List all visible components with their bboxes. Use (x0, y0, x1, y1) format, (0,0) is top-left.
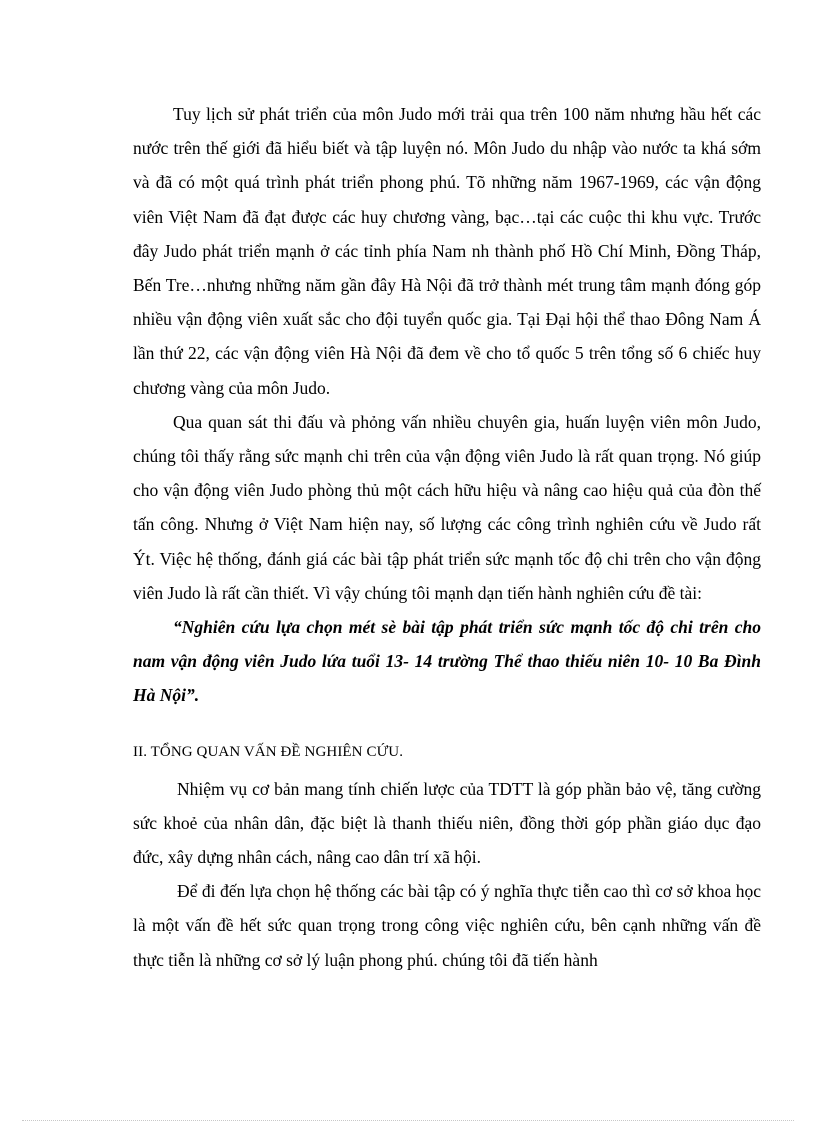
intro-paragraph: Tuy lịch sử phát triển của môn Judo mới trải qua trên 100 năm nhưng hầu hết các nước trên thế giới đã hiểu biết và tập luyện nó. Môn Judo du nhập vào nước ta khá sớm và đã có một quá trình phát triển phong phú. Tõ những năm 1967-1969, các vận động viên Việt Nam đã đạt được các huy chương vàng, bạc…tại các cuộc thi khu vực. Trước đây Judo phát triển mạnh ở các tỉnh phía Nam nh thành phố Hồ Chí Minh, Đồng Tháp, Bến Tre…nhưng những năm gần đây Hà Nội đã trở thành mét trung tâm mạnh đóng góp nhiều vận động viên xuất sắc cho đội tuyển quốc gia. Tại Đại hội thể thao Đông Nam Á lần thứ 22, các vận động viên Hà Nội đã đem về cho tổ quốc 5 trên tổng số 6 chiếc huy chương vàng của môn Judo. (133, 104, 761, 398)
page-bottom-divider (22, 1120, 794, 1121)
research-topic-quote: “Nghiên cứu lựa chọn mét sè bài tập phát triển sức mạnh tốc độ chi trên cho nam vận động viên Judo lứa tuổi 13- 14 trường Thể thao thiếu niên 10- 10 Ba Đình Hà Nội”. (133, 617, 761, 706)
document-body (133, 97, 761, 977)
section-paragraph: Nhiệm vụ cơ bản mang tính chiến lược của TDTT là góp phần bảo vệ, tăng cường sức khoẻ của nhân dân, đặc biệt là thanh thiếu niên, đồng thời góp phần giáo dục đạo đức, xây dựng nhân cách, nâng cao dân trí xã hội. (133, 778, 761, 868)
rationale-paragraph: Qua quan sát thi đấu và phỏng vấn nhiều chuyên gia, huấn luyện viên môn Judo, chúng tôi thấy rằng sức mạnh chi trên của vận động viên Judo là rất quan trọng. Nó giúp cho vận động viên Judo phòng thủ một cách hữu hiệu và nâng cao hiệu quả của đòn thế tấn công. Nhưng ở Việt Nam hiện nay, số lượng các công trình nghiên cứu về Judo rất Ýt. Việc hệ thống, đánh giá các bài tập phát triển sức mạnh tốc độ chi trên cho vận động viên Judo là rất cần thiết. Vì vậy chúng tôi mạnh dạn tiến hành nghiên cứu đề tài: (133, 411, 761, 603)
section-heading: II. TỔNG QUAN VẤN ĐỀ NGHIÊN CỨU. (133, 743, 404, 760)
section-paragraph: Để đi đến lựa chọn hệ thống các bài tập có ý nghĩa thực tiễn cao thì cơ sở khoa học là một vấn đề hết sức quan trọng trong công việc nghiên cứu, bên cạnh những vấn đề thực tiễn là những cơ sở lý luận phong phú. chúng tôi đã tiến hành (133, 881, 761, 970)
